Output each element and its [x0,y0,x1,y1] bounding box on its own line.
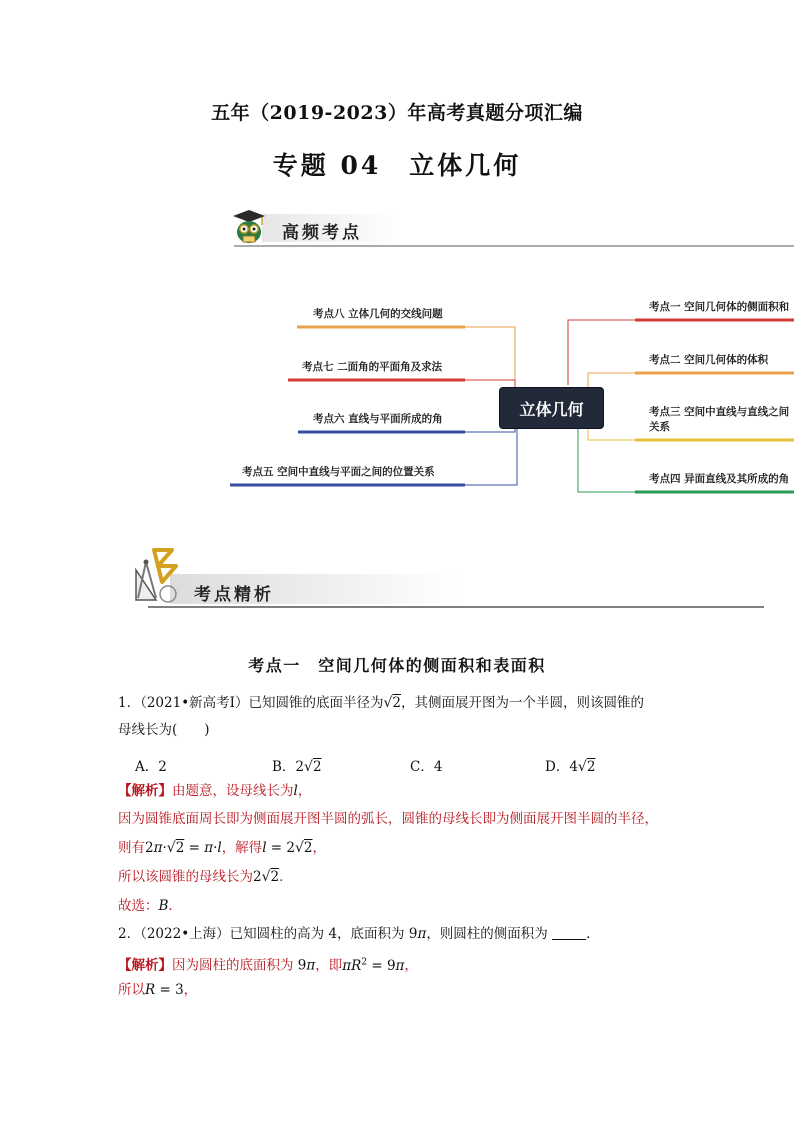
answer-blank [552,927,586,940]
mindmap-node-point8: 考点八 立体几何的交线问题 [313,308,443,320]
mindmap-node-point7: 考点七 二面角的平面角及求法 [302,361,443,373]
q1-option-d: D．4√2 [545,759,596,775]
owl-scholar-icon [232,208,266,244]
high-frequency-banner [232,206,794,248]
q2-stem: 2．（2022•上海）已知圆柱的高为 4，底面积为 9π，则圆柱的侧面积为 ． [118,926,600,942]
q1-solution-line5: 故选：B． [118,898,182,914]
mindmap-node-point5: 考点五 空间中直线与平面之间的位置关系 [242,466,435,478]
q1-solution-line3: 则有2π·√2 = π·l，解得l = 2√2， [118,840,327,856]
q2-solution-line1: 【解析】因为圆柱的底面积为 9π，即$\pi R^2 = 9\pi$， [118,957,418,974]
mindmap-node-point4: 考点四 异面直线及其所成的角 [649,473,790,485]
page-title: 五年（2019-2023）年高考真题分项汇编 [211,102,583,124]
q1-stem-line1: 1．（2021•新高考Ⅰ）已知圆锥的底面半径为√2，其侧面展开图为一个半圆，则该圆锥的 [118,695,645,711]
q1-solution-line1: 【解析】由题意，设母线长为l， [118,783,312,799]
q1-option-b: B．2√2 [272,759,322,775]
mind-map [0,280,794,500]
mindmap-node-point2: 考点二 空间几何体的体积 [649,354,769,366]
analysis-banner [132,548,772,612]
solution-tag: 【解析】 [118,783,172,799]
solution-tag: 【解析】 [118,957,172,974]
sqrt2-expression: √2 [383,695,402,711]
high-frequency-label: 高频考点 [282,223,362,243]
q1-solution-line4: 所以该圆锥的母线长为2√2． [118,869,293,885]
q2-solution-line2: 所以R = 3， [118,982,198,998]
ruler-compass-icon [132,548,184,606]
mindmap-node-point6: 考点六 直线与平面所成的角 [313,413,443,425]
analysis-label: 考点精析 [194,585,274,605]
q1-option-c: C．4 [410,759,443,775]
mindmap-node-point1: 考点一 空间几何体的侧面积和 [649,301,790,313]
q1-option-a: A．2 [135,759,167,775]
section-heading: 考点一 空间几何体的侧面积和表面积 [248,656,546,675]
mindmap-center-node: 立体几何 [499,387,604,429]
mindmap-node-point3-line2: 关系 [649,421,670,433]
mindmap-node-point3: 考点三 空间中直线与直线之间 [649,406,790,418]
topic-title: 专题 04 立体几何 [272,151,522,180]
q1-stem-line2: 母线长为( ) [118,722,210,738]
q1-solution-line2: 因为圆锥底面周长即为侧面展开图半圆的弧长，圆锥的母线长即为侧面展开图半圆的半径， [118,811,658,827]
